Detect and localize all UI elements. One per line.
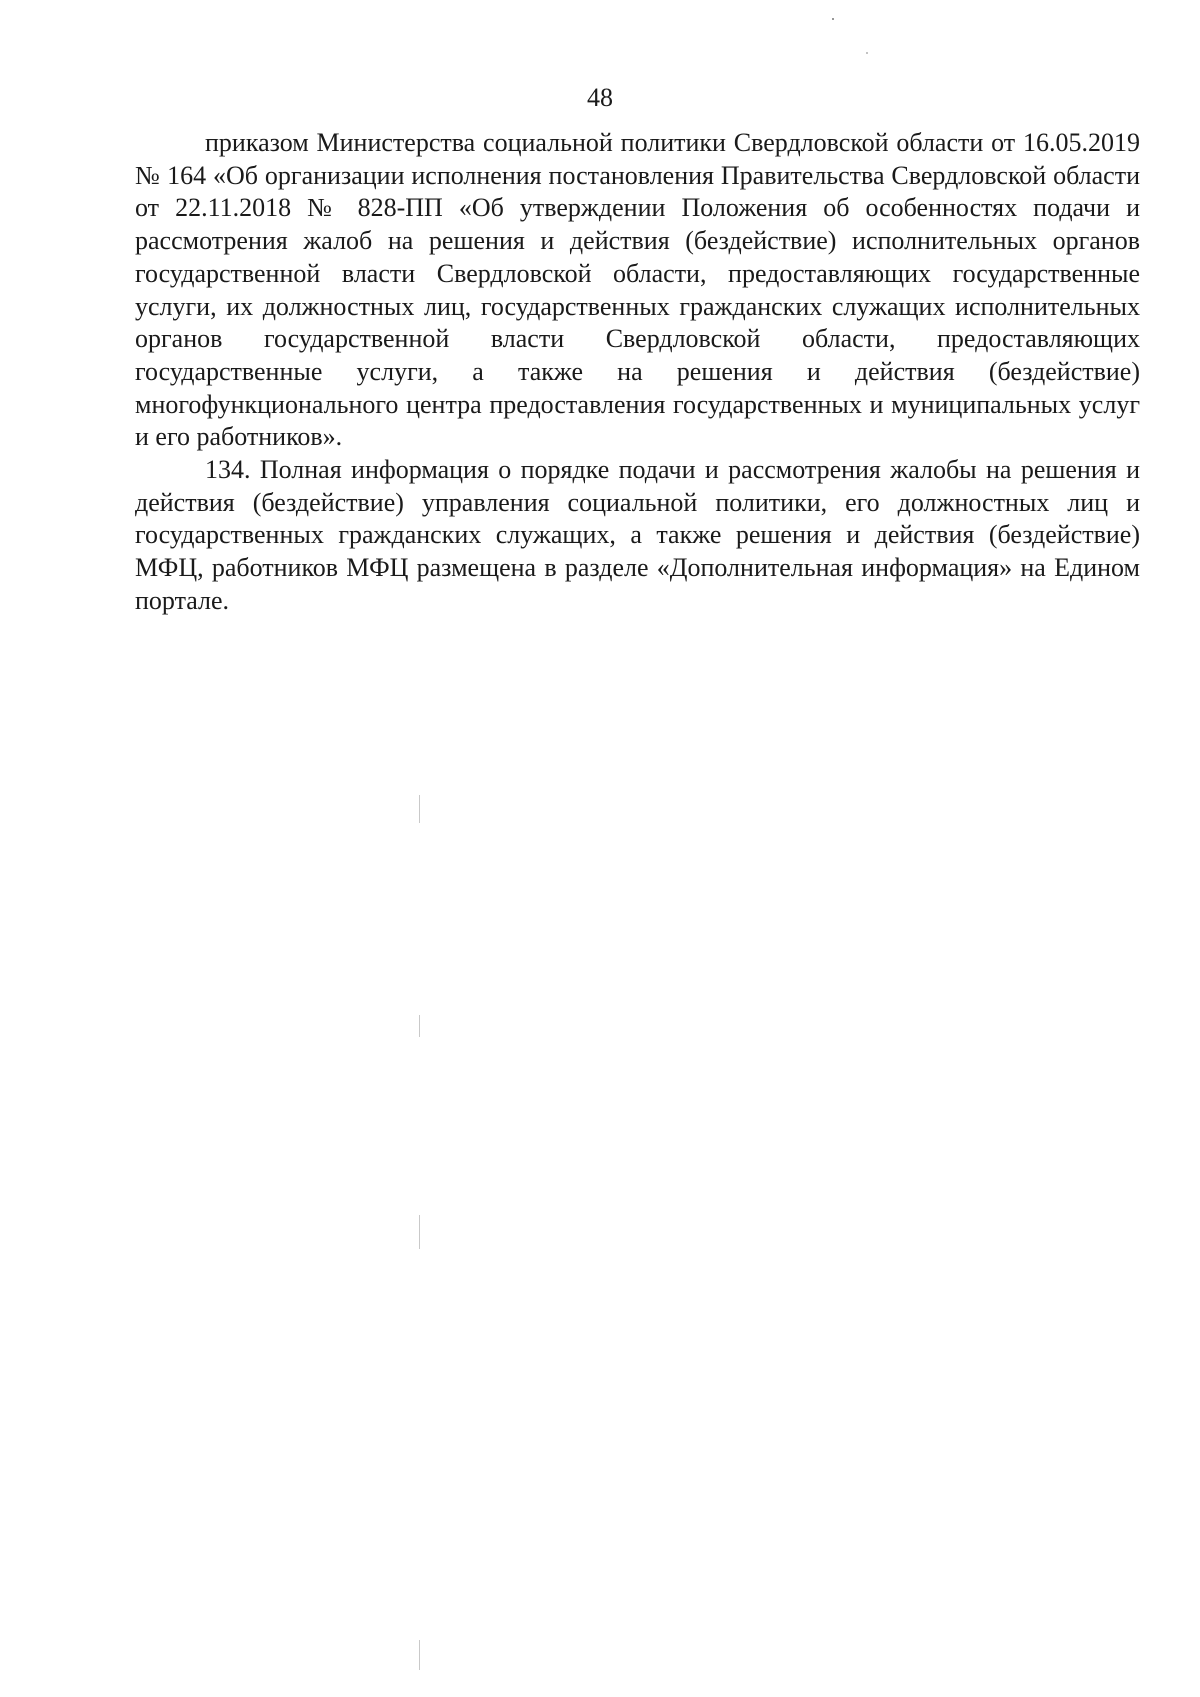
scan-artifact-line [419, 1015, 420, 1037]
document-body [135, 127, 1140, 618]
page-number: 48 [587, 83, 613, 112]
scan-artifact-line [419, 1215, 420, 1249]
paragraph-134: 134. Полная информация о порядке подачи и рассмотрения жалобы на решения и действия (бездействие) управления социальной политики, его должностных лиц и государственных гражданских служащих, а также решения и действия (бездействие) МФЦ, работников МФЦ размещена в разделе «Дополнительная информация» на Едином портале. [135, 455, 1140, 615]
scan-artifact-line [419, 795, 420, 823]
scan-artifact-dot [832, 18, 834, 20]
scan-artifact-line [419, 1640, 420, 1670]
paragraph-continuation: приказом Министерства социальной политики Свердловской области от 16.05.2019 № 164 «Об организации исполнения постановления Правительства Свердловской области от 22.11.2018 № 828-ПП «Об утверждении Положения об особенностях подачи и рассмотрения жалоб на решения и действия (бездействие) исполнительных органов государственной власти Свердловской области, предоставляющих государственные услуги, их должностных лиц, государственных гражданских служащих исполнительных органов государственной власти Свердловской области, предоставляющих государственные услуги, а также на решения и действия (бездействие) многофункционального центра предоставления государственных и муниципальных услуг и его работников». [135, 128, 1140, 452]
scan-artifact-dot [866, 52, 868, 54]
